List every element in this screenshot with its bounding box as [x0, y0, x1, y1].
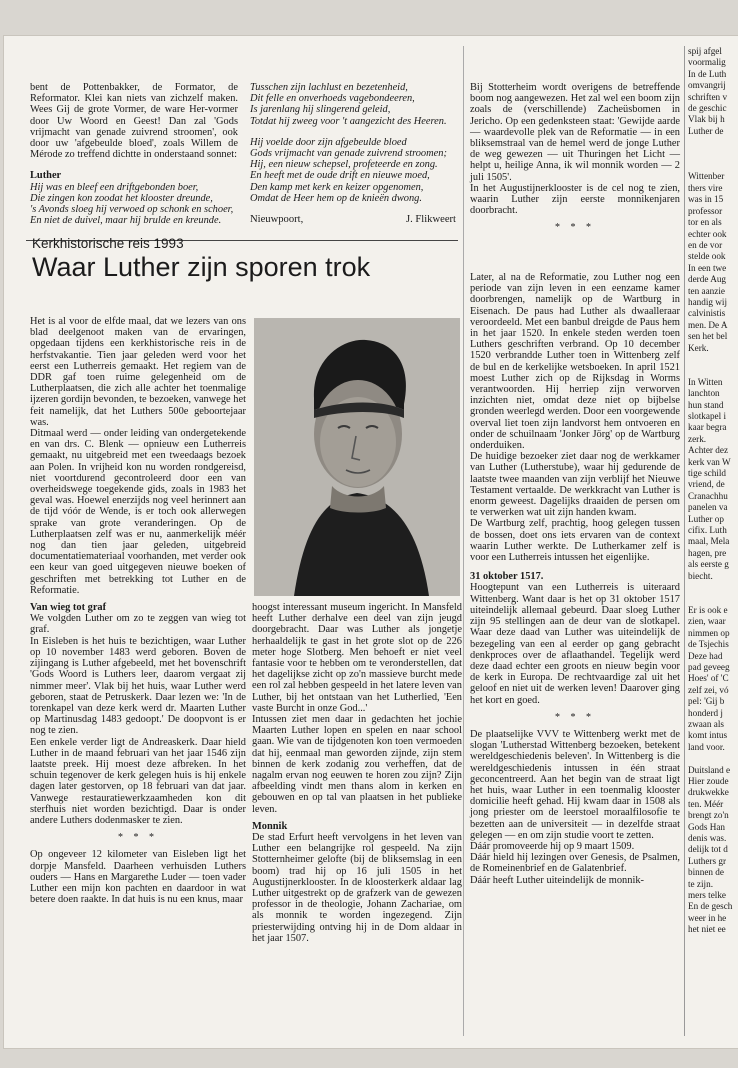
- cutoff-line: cifix. Luth: [688, 525, 727, 536]
- cutoff-line: [688, 753, 738, 764]
- poem-line: En niet de duivel, maar hij brulde en kreunde.: [30, 215, 222, 227]
- cutoff-line: maal, Mela: [688, 536, 730, 547]
- cutoff-line: omvangrij: [688, 80, 726, 91]
- article-paragraph: Intussen ziet men daar in gedachten het jochie Maarten Luther lopen en spelen en naar school gaan. Wie van de tijdgenoten kon toen vermoeden dat hij, eenmaal man geworden zijnde, zijn stem binnen de kerk zodanig zou verheffen, dat de nagalm ervan nog eeuwen te horen zou zijn? Zijn afbeelding vindt men thans alom in kerken en gebouwen en op tal van plaatsen in het publieke leven.: [252, 714, 462, 815]
- article-paragraph: In Eisleben is het huis te bezichtigen, waar Luther op 10 november 1483 werd geboren. Boven de zijingang is Luther afgebeeld, met het bovenschrift 'Gods Woord is Luthers leer, daarom vergaat zij nimmer meer'. Vlak bij het huis, waar Luther werd geboren, staat de Petruskerk. Daar lezen we: 'In de torenkapel van deze kerk werd dr. Maarten Luther op Martinusdag 1483 gedoopt.' De doopvont is er nog te zien.: [30, 635, 246, 737]
- article-paragraph: hoogst interessant museum ingericht. In Mansfeld heeft Luther derhalve een deel van zijn jeugd doorgebracht. Daar was Luther als jongetje herhaaldelijk te gast in het grote slot op de 226 meter hoge Slotberg. Men behoeft er niet veel fantasie voor te hebben om te veronderstellen, dat het dagelijkse zicht op zo'n massieve burcht mede een rol zal hebben gespeeld in het latere leven van Luther, bij het ontstaan van het Lutherlied, 'Een vaste Burcht in onze God...': [252, 602, 462, 714]
- cutoff-line: zwaan als: [688, 718, 724, 729]
- cutoff-line: Hier zoude: [688, 776, 729, 786]
- cutoff-line: komt intus: [688, 730, 728, 741]
- cutoff-line: handig wij: [688, 296, 728, 307]
- poem-title: Luther: [30, 170, 62, 182]
- cutoff-line: [688, 149, 738, 160]
- article-paragraph: Dáár promoveerde hij op 9 maart 1509.: [470, 840, 635, 852]
- cutoff-line: spij afgel: [688, 46, 722, 56]
- cutoff-line: echter ook: [688, 228, 727, 239]
- cutoff-line: denis was.: [688, 833, 727, 844]
- cutoff-line: tor en als: [688, 217, 722, 228]
- cutoff-line: sen het bel: [688, 331, 728, 342]
- cutoff-line: het niet ee: [688, 924, 726, 935]
- cutoff-line: panelen va: [688, 502, 728, 513]
- article-column-2: [252, 602, 462, 944]
- article-paragraph: We volgden Luther om zo te zeggen van wieg tot graf.: [30, 613, 246, 636]
- article-kicker: Kerkhistorische reis 1993: [32, 236, 184, 251]
- article-paragraph: Hoogtepunt van een Lutherreis is uiteraard Wittenberg. Want daar is het op 31 oktober 1517 uiteindelijk allemaal gebeurd. Daar sloeg Luther zijn 95 stellingen aan de deur van de slotkapel. Waar deze daad van Luther was uiteindelijk de bezegeling van een al eerder op gang gebracht denkproces over de aflaathandel. Tegelijk werd deze daad echter een groots en nieuw begin voor de kerk in Europa. De rechtvaardige zal uit het geloof en niet uit de werken leven! Daarover ging het kort en goed.: [470, 582, 680, 706]
- intro-column: [30, 82, 238, 226]
- cutoff-line: In Witten: [688, 376, 723, 387]
- cutoff-line: Er is ook e: [688, 604, 728, 615]
- section-heading: 31 oktober 1517.: [470, 571, 544, 583]
- cutoff-line: biecht.: [688, 570, 713, 581]
- cutoff-line: kaar begra: [688, 422, 727, 433]
- top-right-text: Bij Stotterheim wordt overigens de betreffende boom nog aangewezen. Het zal wel een boom zijn zoals de (verschillende) Zacheüsbomen in Jericho. Op een gedenksteen staat: 'Gewijde aarde — waardevolle plek van de Reformatie — in een bliksemstraal van de hemel werd de jonge Luther de weg gewezen — uit Thuringen het Licht — helpt u, heilige Anna, ik wil monnik worden — 2 juli 1505'.: [470, 82, 680, 183]
- cutoff-line: de geschic: [688, 103, 727, 114]
- signature: [250, 214, 456, 225]
- cutoff-line: Luther de: [688, 125, 724, 136]
- section-heading: Van wieg tot graf: [30, 602, 107, 614]
- cutoff-line: honderd j: [688, 707, 723, 718]
- separator-stars: * * *: [118, 832, 158, 844]
- article-paragraph: Een enkele verder ligt de Andreaskerk. Daar hield Luther in de maand februari van het jaar 1546 zijn laatste preek. Hij moest deze afbreken. In het schuin tegenover de kerk gelegen huis is hij enkele dagen later gestorven, op 18 februari van dat jaar. Vanwege restauratiewerkzaamheden kon dit sterfhuis niet worden bezichtigd. Daar is onder andere Luthers dodenmasker te zien.: [30, 736, 246, 826]
- cutoff-line: thers vire: [688, 182, 723, 193]
- cutoff-line: Vlak bij h: [688, 114, 725, 125]
- signature-author: J. Flikweert: [405, 214, 456, 226]
- cutoff-line: nimmen op: [688, 627, 730, 638]
- cutoff-line: Luther op: [688, 513, 724, 524]
- cutoff-line: pad geveeg: [688, 661, 730, 672]
- cutoff-line: professor: [688, 205, 723, 216]
- article-paragraph: Dáár hield hij lezingen over Genesis, de Psalmen, de Romeinenbrief en de Galatenbrief.: [470, 852, 680, 875]
- poem-line: Den kamp met kerk en keizer opgenomen,: [250, 181, 424, 193]
- cutoff-line: kerk van W: [688, 456, 731, 467]
- top-right-text-2: In het Augustijnerklooster is de cel nog te zien, waarin Luther zijn eerste monnikenjaren doorbracht.: [470, 182, 680, 217]
- cutoff-line: [688, 137, 738, 148]
- poem-line: Hij was en bleef een driftgebonden boer,: [30, 181, 199, 193]
- cutoff-line: Duitsland e: [688, 764, 731, 775]
- cutoff-line: slotkapel i: [688, 411, 727, 421]
- cutoff-line: de Tsjechis: [688, 639, 729, 650]
- poem-line: Totdat hij zweeg voor 't aangezicht des Heeren.: [250, 115, 447, 127]
- cutoff-line: derde Aug: [688, 274, 727, 285]
- separator-stars: * * *: [555, 222, 595, 234]
- cutoff-line: binnen de: [688, 867, 724, 878]
- cutoff-line: zelf zei, vó: [688, 684, 729, 695]
- article-paragraph: De stad Erfurt heeft vervolgens in het leven van Luther een belangrijke rol gespeeld. Na zijn Stotternheimer gelofte (bij de bliksemslag in een boom) trad hij op 16 juli 1505 in het Augustijnerklooster. In de kloosterkerk aldaar lag Luther uitgestrekt op de grafzerk van de gewezen professor in de theologie, Johann Zachariae, om als monnik te worden ingezegend. Zijn priesterwijding ontving hij in de Dom aldaar in het jaar 1507.: [252, 832, 462, 944]
- cutoff-line: calvinistis: [688, 308, 726, 319]
- cutoff-column: [684, 36, 738, 1048]
- column-rule: [463, 46, 464, 1036]
- cutoff-line: delijk tot d: [688, 844, 728, 855]
- cutoff-line: zien, waar: [688, 616, 726, 627]
- poem-column: [250, 82, 456, 225]
- cutoff-line: mers telke: [688, 890, 727, 901]
- cutoff-line: Luthers gr: [688, 855, 727, 866]
- luther-portrait-image: [254, 318, 460, 596]
- cutoff-line: [688, 160, 738, 171]
- cutoff-fragments: [684, 36, 738, 936]
- cutoff-line: voormalig: [688, 57, 726, 68]
- cutoff-line: en de vor: [688, 239, 723, 250]
- cutoff-line: Deze had: [688, 650, 723, 661]
- poem-line: Hij, een nieuw schepsel, profeteerde en zong.: [250, 159, 438, 171]
- cutoff-line: [688, 594, 738, 605]
- poem-line: Omdat de Heer hem op de knieën dwong.: [250, 192, 422, 204]
- poem-line: Hij voelde door zijn afgebeulde bloed: [250, 136, 407, 148]
- cutoff-line: tige schild: [688, 468, 727, 479]
- cutoff-line: [688, 582, 738, 593]
- intro-text: bent de Pottenbakker, de Formator, de Reformator. Klei kan niets van zichzelf maken. Wees Gij de grote Vormer, de ware Her-vormer door Uw Woord en Geest! Dan zal 'Gods vrijmacht van genade zuivrend stroomen', ook door uw 'afgebeulde bloed', zoals Willem de Mérode zo treffend dichtte in onderstaand sonnet:: [30, 82, 238, 161]
- cutoff-line: In een twe: [688, 262, 727, 273]
- cutoff-line: In de Luth: [688, 68, 727, 79]
- article-paragraph: Later, al na de Reformatie, zou Luther nog een periode van zijn leven in een eenzame kamer doorbrengen, namelijk op de Wartburg in Eisenach. De paus had Luther als dwaalleraar veroordeeld. Met een banbul dreigde de Paus hem in het jaar 1520. In enkele steden werden toen Luthers geschriften verbrand. Op 10 december 1520 verbrandde Luther toen in Wittenberg zelf de bul en de kerkelijke wetsboeken. In april 1521 moest Luther zich op de Rijksdag in Worms verantwoorden. Hij herriep zijn verworven inzichten niet, omdat deze niet op bijbelse gronden weerlegd werden. Door een voorgewende overval liet toen zijn landvorst hem ontvoeren en onder de schuilnaam 'Jonker Jörg' op de Wartburg onderduiken.: [470, 272, 680, 452]
- cutoff-line: te zijn.: [688, 878, 714, 889]
- signature-place: Nieuwpoort,: [250, 214, 304, 226]
- cutoff-line: Cranachhu: [688, 490, 728, 501]
- cutoff-line: weer in he: [688, 912, 727, 923]
- cutoff-line: ten aanzie: [688, 285, 725, 296]
- cutoff-line: ten. Méér: [688, 798, 724, 809]
- top-right-column: [470, 82, 680, 240]
- cutoff-line: drukwekke: [688, 787, 729, 798]
- cutoff-line: als eerste g: [688, 559, 729, 570]
- cutoff-line: pel: 'Gij b: [688, 696, 725, 707]
- poem-line: En heeft met de oude drift en nieuwe moed,: [250, 170, 430, 182]
- poem-line: Is jarenlang hij slingerend geleid,: [250, 104, 391, 116]
- cutoff-line: lanchton: [688, 388, 720, 399]
- cutoff-line: stelde ook: [688, 251, 726, 262]
- portrait-graphic: [254, 318, 460, 596]
- poem-stanza-1: [30, 182, 238, 227]
- cutoff-line: land voor.: [688, 741, 725, 752]
- poem-line: Tusschen zijn lachlust en bezetenheid,: [250, 82, 408, 93]
- cutoff-line: hagen, pre: [688, 547, 727, 558]
- cutoff-line: was in 15: [688, 194, 724, 205]
- section-heading: Monnik: [252, 820, 288, 832]
- poem-line: Gods vrijmacht van genade zuivrend stroomen;: [250, 148, 447, 160]
- cutoff-line: brengt zo'n: [688, 810, 729, 821]
- article-paragraph: Dáár heeft Luther uiteindelijk de monnik-: [470, 874, 644, 886]
- article-paragraph: De huidige bezoeker ziet daar nog de werkkamer van Luther (Lutherstube), waar hij gedurende de laatste twee maanden van zijn verblijf het Nieuwe Testament vertaalde. De werkkracht van Luther is enorm geweest. Dagelijks draaiden de persen om te verwerken wat uit zijn handen kwam.: [470, 451, 680, 519]
- cutoff-line: schriften v: [688, 91, 728, 102]
- article-paragraph: Het is al voor de elfde maal, dat we lezers van ons blad deelgenoot maken van de ervaringen, opgedaan tijdens een kerkhistorische reis in de herfstvakantie. Tien jaar geleden werd voor het eerst een Lutherreis gemaakt. Het regiem van de DDR gaf toen ruime gelegenheid om de Lutherplaatsen, die zich alle achter het toenmalige ijzeren gordijn bevonden, te bezoeken, vanwege het feit namelijk, dat het Luthers 500e geboortejaar was.: [30, 316, 246, 428]
- article-paragraph: De plaatselijke VVV te Wittenberg werkt met de slogan 'Lutherstad Wittenberg bezoeken, betekent wereldgeschiedenis beleven'. In Wittenberg is die wereldgeschiedenis intussen in één straat geconcentreerd. Aan het begin van de straat ligt het huis, waar Luther in een toenmalig klooster domicilie heeft gehad. Hij kwam daar in 1508 als jong priester om de leerstoel moraalfilosofie te bezetten aan de universiteit — in dezelfde straat gelegen — en om zijn studie voort te zetten.: [470, 728, 680, 841]
- separator-stars: * * *: [555, 711, 595, 723]
- poem-stanza-3: [250, 137, 456, 204]
- article-title: Waar Luther zijn sporen trok: [32, 252, 371, 282]
- newspaper-page: [4, 36, 738, 1048]
- cutoff-line: Kerk.: [688, 342, 709, 353]
- cutoff-line: Wittenber: [688, 171, 725, 182]
- cutoff-line: Gods Han: [688, 821, 726, 832]
- poem-line: 's Avonds sloeg hij verwoed op schonk en schoer,: [30, 204, 234, 216]
- poem-line: Die zingen kon zoodat het klooster dreunde,: [30, 192, 213, 204]
- article-paragraph: De Wartburg zelf, prachtig, hoog gelegen tussen de bossen, doet ons iets ervaren van de context waarin Luther werkte. De Lutherkamer zelf is voor een Lutherreis intussen het eigenlijke.: [470, 518, 680, 564]
- article-paragraph: Op ongeveer 12 kilometer van Eisleben ligt het dorpje Mansfeld. Daarheen verhuisden Luthers ouders — Hans en Margarethe Luder — toen vader Luther een mijn kon pachten en daardoor in wat betere doen raakte. In dat huis is nu een knus, maar: [30, 849, 246, 906]
- cutoff-line: hun stand: [688, 399, 724, 410]
- article-column-1: [30, 316, 246, 905]
- cutoff-line: vriend, de: [688, 479, 725, 490]
- poem-stanza-2: [250, 82, 456, 127]
- cutoff-line: [688, 354, 738, 365]
- cutoff-line: men. De A: [688, 319, 728, 330]
- cutoff-line: En de gesch: [688, 901, 733, 912]
- article-column-3: [470, 272, 680, 886]
- cutoff-line: [688, 365, 738, 376]
- cutoff-line: Hoes' of 'C: [688, 673, 729, 684]
- poem-line: Dit felle en onverhoeds vagebondeeren,: [250, 93, 415, 105]
- cutoff-line: Achter dez: [688, 445, 729, 456]
- cutoff-line: zerk.: [688, 433, 707, 444]
- article-paragraph: Ditmaal werd — onder leiding van ondergetekende en van drs. C. Blenk — opnieuw een Lutherreis gemaakt, nu uitgebreid met een tweedaags bezoek aan Polen. In vrijheid kon nu worden rondgereisd, niet voortdurend gecontroleerd door een van overheidswege toegekende gids, zoals in 1983 het geval was. Hoewel enerzijds nog veel herinnert aan de tijd vóór de Wende, is er toch ook allerwegen sprake van grote veranderingen. Op de Lutherplaatsen zelf was er nu, aanmerkelijk méér nog dan tien jaar geleden, uitgebreid documentatiemateriaal voorhanden, met verder ook een keur van goed uitgegeven nieuwe boeken of geschriften met betrekking tot Luther en de Reformatie.: [30, 428, 246, 596]
